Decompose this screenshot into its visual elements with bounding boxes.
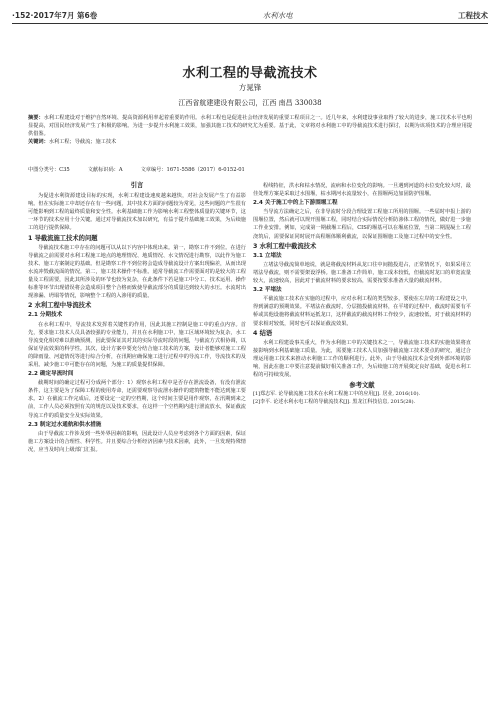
paragraph: 立堵法导截流简单地说，就是将截流材料从龙口往中间抛投进占，正常情况下，如果采用立堵法导截流，则不需要架设浮桥。施工准备工作简单，施工成本较低，但截流时龙口的单宽流量较大，流速较高，因此对于截流材料的要求较高，需要按要求准备大量的截流材料。 (253, 261, 471, 285)
section-heading: 3 水利工程中截流技术 (253, 242, 317, 250)
clc-number: 中图分类号：C35 (28, 167, 70, 173)
references-list (253, 391, 471, 406)
section-heading: 2.4 关于施工中的上下游围堰工程 (253, 200, 338, 207)
doc-code: 文献标识码：A (87, 167, 123, 173)
section-heading: 引言 (130, 182, 144, 189)
section-heading: 3.2 平堵法 (253, 287, 282, 294)
article-number: 文章编号：1671-5586（2017）6-0152-01 (140, 167, 245, 173)
references-heading: 参考文献 (349, 382, 375, 390)
paragraph: 为促进水利资源建设目标的实现，水利工程建设速度越来越快，对社会发展产生了有益影响。但在实际施工中却还存在有一些问题，其中技术方面的问题较为常见，这些问题的产生很有可能影响到工程的最终质量和安全性。水利基础施工作为影响水利工程整体质量的关键环节，这一环节的技术应用十分关键。通过对导截流技术加以研究，有益于提升基础施工效果，为后续施工的进行提供保障。 (28, 193, 246, 232)
abstract-label: 摘要： (28, 115, 44, 121)
reference-item: [1]郑志军. 论导截流施工技术在水利工程施工中的应用[J]. 居业, 2016(10). (253, 391, 421, 398)
body-column-right (253, 182, 471, 406)
paragraph: 截期时间的确定过程可分成两个部分：1）观察水利工程中是否存在泄流设备，有没有泄流条件，这主要是为了保障工程的使用寿命，还需要观察导流泄水操作的建筑物能不能达到施工要求。2）在截流工作完成后，还要设定一定的空档期，这个时间主要是用作观察，在汛期到来之前，工作人员必须按照有关的规范以及技术要求，在这样一个空档期内进行泄流放水，保证截流导流工作的质量安全及实际效果。 (28, 380, 246, 419)
page-info: ·152·2017年7月 第6卷 (12, 10, 98, 20)
paragraph: 在水利工程中，导流技术发挥着关键性的作用，因此其施工控制是施工中的重点内容。首先，要求施工技术人员具备较强的专业能力，并且在水利施工中，施工区域环境较为复杂，水工导流变化相对难以准确预测，因此要保证其对其的实际导流时段的问题，与截流方式相协调，以保证导流效果的科学性。其次，设计方案中要充分结合施工技术的方案，设计者能够对施工工程的降雨量、河道情况等进行综合分析，在汛期应确保施工进行过程中的导流工作，导流技术的及采用。减少施工中可能存在的问题，为施工的质量提供保障。 (28, 321, 246, 368)
journal-name: 水利水电 (262, 10, 293, 20)
article-title: 水利工程的导截流技术 (182, 66, 318, 81)
section-heading: 2 水利工程中导流技术 (28, 302, 92, 310)
section-heading: 4 结语 (253, 329, 273, 337)
reference-item: [2]李平. 论述水利水电工程的导截流技术[J]. 黑龙江科技信息, 2015(28). (253, 398, 416, 405)
section-heading: 2.2 确定导流时间 (28, 371, 74, 378)
paragraph: 当导流方法确定之后，在非导流时分段合理设置工程施工所用的围堰。一些届时申报上游的围堰位置，然后就可以规开围堰工程，同时结合实际情况分析防渗体工程的情况，做好进一步施工作业安排。例如，完成第一期截堰工程后，CIS的堰基可以在堰底位置，当第二期混凝土工程浇筑后，需要保证同时展开高程堰体顺利截流，以保证围堰施工及施工过程中的安全性。 (253, 209, 471, 240)
paragraph: 导截流技术施工中存在的问题可以从以下内容中体现出来。第一，勘察工作不到位。在进行导截流之前需要对水利工程施工地点的地理情况、地质情况、水文情况进行勘察，以此作为施工技术、施工方案制定的基础。但是勘察工作不到位将会造成导截流设计方案出现偏差，从而出现水流冲毁截流面的情况。第二，施工技术操作不标准。通常导截流工作需要面对的是较大的工程量及工程需要，因此其所涉及的环节也较为复杂，在此条件下若是施工中分工、技术运用、操作标准等环节出现错误将会造成项目整个合格而致使导截流部分的质量达到较大的水压。水流时出现渗漏、坍塌等情况，影响整个工程的入渗用的质量。 (28, 244, 246, 300)
paragraph: 由于导截流工作涉及到一些外界因素的影响，因此设计人员应考虑到各个方面的因素，保证施工方案设计的合理性、科学性。并且要综合分析经济因素与技术因素，此外，一旦发现特殊情况，应当及时向上级部门汇报。 (28, 430, 246, 453)
section-heading: 2.1 分期技术 (28, 312, 63, 319)
abstract (28, 114, 472, 146)
section-heading: 2.3 制定过水通航和供水措施 (28, 421, 102, 428)
paragraph: 水利工程建设事关重大，作为水利施工中的关键技术之一，导截流施工技术的实施效果将直接影响到水利基础施工质量。为此，需要施工技术人员加强导截流施工技术要点的研究，通过合理运用施工技术来推动水利施工工作的顺利进行。此外，由于导截流技术会受到外部环境的影响，因此在施工中要注意提前做好相关准备工作，为后续施工的开展奠定良好基础，促进水利工程的可持续发展。 (253, 339, 471, 379)
author-name: 方晁锋 (238, 83, 262, 92)
section-heading: 3.1 立堵法 (253, 252, 282, 259)
paragraph: 程线特征，洪水和枯水情况，流病和水位变化的影响。一旦遇到河道的水位变化较大时，最佳处理方案是采取过水围堰，枯水期河水流量较小，在围堰两边加固防护围堰。 (253, 183, 471, 198)
header-rule (12, 23, 488, 24)
keywords-label: 关键词： (28, 139, 49, 145)
right-body (253, 182, 471, 379)
section-name: 工程技术 (458, 10, 488, 20)
author-affiliation: 江西省航建建设有限公司，江西 南昌 330038 (178, 99, 322, 107)
keywords-text: 水利工程；导截流；施工技术 (48, 139, 117, 145)
abstract-text: 水利工程建设对于维护自然环境、提高资源利用率起着重要的作用。水利工程也是促进社会经济发展的重要工程项目之一。近几年来，水利建设事业取得了较大的进步，施工技术水平也明显提高，对国民经济发展产生了积极的影响。为进一步提升水利施工效果，加强其施工技术的研究尤为重要。基于此，文章将对水利施工中的导截流技术进行探讨，以期为该项技术的合理应用提供借鉴。 (28, 115, 472, 137)
page-header (12, 8, 488, 22)
classification-line (28, 166, 472, 173)
section-heading: 1 导截流施工技术的问题 (28, 234, 98, 242)
paragraph: 平截流施工技术在实施的过程中，应对水利工程的类型较多，要使在左岸的工程建设之中，得到满意的预期效果。平堵法在截流时，分层抛投截流材料，在平堵的过程中，截流时需要有平桥或其他设施将截流材料运抵龙口，这样截流的截流材料工作较少，流速较低，对于截流材料的要求相对较低，同时也可以保证截流效果。 (253, 296, 471, 327)
body-column-left (28, 182, 246, 454)
